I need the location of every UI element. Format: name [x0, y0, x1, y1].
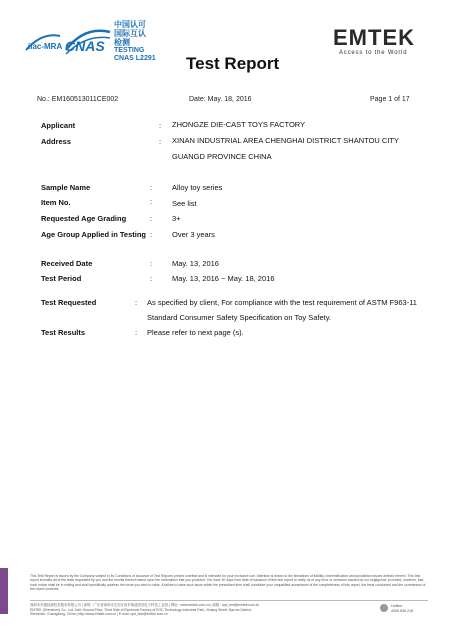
sample-name-value: Alloy toy series — [172, 183, 223, 192]
footer-address — [30, 603, 370, 617]
received-date-label: Received Date — [41, 259, 93, 268]
ilac-logo-text: ilac-MRA — [28, 42, 62, 51]
report-date: Date: May. 18, 2016 — [189, 96, 252, 103]
report-number: No.: EM160513011CE002 — [37, 96, 119, 103]
age-group-label: Age Group Applied in Testing — [41, 230, 146, 239]
testing-label: TESTING — [114, 47, 145, 54]
age-grading-value: 3+ — [172, 214, 181, 223]
address-value-line1: XINAN INDUSTRIAL AREA CHENGHAI DISTRICT SHANTOU CITY — [172, 136, 399, 145]
hotline-label: Hotline — [391, 604, 403, 608]
age-grading-colon: : — [150, 214, 153, 223]
emtek-tagline: Access to the World — [339, 50, 408, 56]
test-results-value: Please refer to next page (s). — [147, 328, 244, 337]
footer-hotline — [391, 604, 413, 613]
address-colon: : — [159, 137, 162, 146]
hotline-number: 4008 838 218 — [391, 608, 413, 613]
cnas-logo — [62, 22, 112, 60]
footer-accent-bar — [0, 568, 8, 614]
ilac-mra-logo — [24, 30, 62, 56]
item-no-label: Item No. — [41, 198, 71, 207]
emtek-logo: EMTEK — [333, 25, 415, 50]
applicant-value: ZHONGZE DIE-CAST TOYS FACTORY — [172, 120, 306, 129]
test-results-label: Test Results — [41, 328, 86, 337]
test-requested-value-line1: As specified by client, For compliance with the test requirement of ASTM F963-11 — [147, 298, 417, 307]
test-requested-value-line2: Standard Consumer Safety Specification on Toy Safety. — [147, 313, 331, 322]
footer-address-line1: 深圳市华通检测技术服务有限公司 | 深圳 · 广东省深圳市宝安区西乡街道固戍电子科技工业园 | 网址 : www.emtek.com.cn | 邮箱 : cpd_test@emtek.com.cn — [30, 603, 260, 607]
page-number: Page 1 of 17 — [370, 96, 410, 103]
test-requested-label: Test Requested — [41, 298, 97, 307]
test-results-colon: : — [135, 328, 138, 337]
report-title: Test Report — [186, 54, 280, 73]
phone-icon — [380, 604, 388, 612]
item-no-colon: : — [150, 197, 153, 206]
footer-disclaimer: This Test Report is issued by the Company subject to its Conditions of issuance of Test Reports printed overleaf and is intended for your exclusive use. Attention is drawn to the limitations of liability, indemnification and jurisdiction issues defined therein. This test report includes all of the tests requested by you and the results thereof based upon the information that you provided. You have 30 days from date of issuance of this test report to notify us of any error or omission caused by our negligence; provided, however, that such notice shall be in writing and shall specifically address the issue you wish to raise. A failure to raise such issue within the prescribed time shall constitute your unqualified acceptance of the completeness of this report, the tests conducted and the correctness of the report contents. — [30, 574, 426, 592]
cnas-testing-block — [114, 47, 156, 63]
applicant-colon: : — [159, 121, 162, 130]
cnas-logo-text: CNAS — [65, 38, 105, 54]
received-date-value: May. 13, 2016 — [172, 259, 219, 268]
age-grading-label: Requested Age Grading — [41, 214, 127, 223]
address-label: Address — [41, 137, 72, 146]
age-group-value: Over 3 years — [172, 230, 215, 239]
cnas-number: CNAS L2291 — [114, 55, 156, 62]
test-period-value: May. 13, 2016 ~ May. 18, 2016 — [172, 274, 275, 283]
footer-divider — [30, 600, 428, 601]
cnas-accreditation-text: 中国认可 国际互认 检测 — [114, 20, 146, 47]
test-period-colon: : — [150, 274, 153, 283]
address-value-line2: GUANGD PROVINCE CHINA — [172, 152, 272, 161]
sample-name-label: Sample Name — [41, 183, 91, 192]
item-no-value: See list — [172, 199, 197, 208]
footer-address-line3: Shenzhen, Guangdong, China | http://www.emtek.com.cn | E-mail: cpd_test@emtek.com.cn — [30, 612, 168, 617]
age-group-colon: : — [150, 230, 153, 239]
footer-address-line2: EMTEK (Shenzhen) Co., Ltd. Add: Ground Floor, Third Side of Electronic Factory of EOC Technology Industrial Park, Xixiang Street, Bao'an District, — [30, 607, 252, 612]
received-date-colon: : — [150, 259, 153, 268]
applicant-label: Applicant — [41, 121, 76, 130]
sample-name-colon: : — [150, 183, 153, 192]
test-requested-colon: : — [135, 298, 138, 307]
test-period-label: Test Period — [41, 274, 82, 283]
